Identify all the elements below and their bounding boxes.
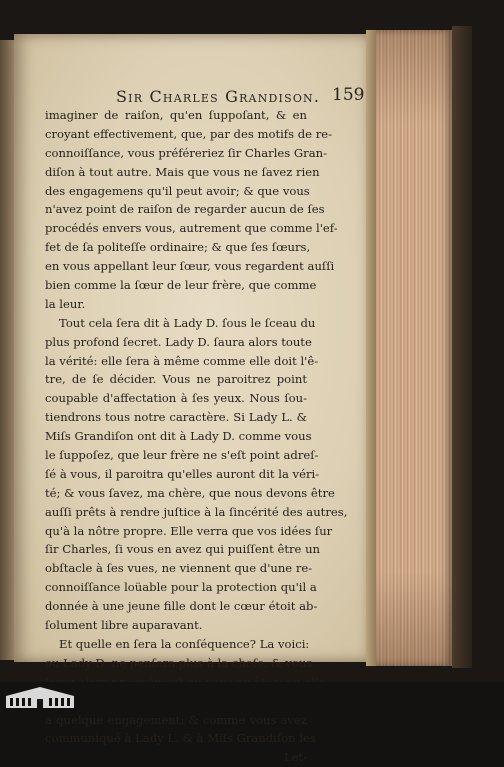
text-line: communiqué à Lady L. & à Miſs Grandiſon les (45, 731, 316, 746)
text-line: des engagemens qu'il peut avoir; & que vous (45, 183, 310, 198)
text-line: qu'à la nôtre propre. Elle verra que vos idées ſur (45, 523, 333, 538)
text-line: ſé à vous, il paroitra qu'elles auront dit la véri- (45, 466, 320, 481)
running-head: Sir Charles Grandison. (116, 87, 321, 106)
text-line: la vérité: elle ſera à même comme elle doit l'ê- (45, 353, 319, 368)
page-number: 159 (332, 85, 365, 105)
text-line: diſon à tout autre. Mais que vous ne ſavez rien (45, 164, 320, 179)
text-line: connoiſſance, vous préféreriez ſir Charles Gran- (45, 145, 328, 160)
text-line: donnée à une jeune fille dont le cœur étoit ab- (45, 599, 318, 614)
text-line: fet de ſa politeſſe ordinaire; & que ſes ſœurs, (45, 240, 311, 255)
text-line: n'avez point de raiſon de regarder aucun de ſes (45, 202, 325, 217)
text-line: tre, de ſe décider. Vous ne paroitrez point (45, 372, 307, 387)
text-line: plus profond ſecret. Lady D. ſaura alors toute (45, 334, 312, 349)
text-line: ſir Charles, ſi vous en avez qui puiſſent être un (45, 542, 321, 557)
page-block-shading (376, 30, 454, 666)
text-line: la leur. (45, 296, 86, 311)
text-line: té; & vous ſavez, ma chère, que nous devons être (45, 485, 335, 500)
text-line: ſolument libre auparavant. (45, 618, 203, 633)
text-line: obſtacle à ſes vues, ne viennent que d'une re- (45, 561, 313, 576)
text-line: connoiſſance loüable pour la protection qu'il a (45, 580, 317, 595)
text-line: croyant effectivement, que, par des motifs de re- (45, 126, 333, 141)
book-cover-edge (452, 26, 472, 668)
text-line: ou Lady D. ne penſera plus à la choſe, & vous (45, 655, 313, 670)
text-line: Let- (283, 750, 307, 765)
text-line: procédés envers vous, autrement que comme l'ef- (45, 221, 338, 236)
text-line: bien comme la ſœur de leur frère, que comme (45, 278, 317, 293)
text-line: Et quelle en ſera la conſéquence? La voici: (59, 636, 310, 651)
text-line: tiendrons tous notre caractère. Si Lady L. & (45, 410, 307, 425)
body-text (45, 106, 348, 767)
text-line: le ſuppoſez, que leur frère ne s'eſt point adreſ- (45, 448, 319, 463)
text-line: auſſi prêts à rendre juſtice à la ſincérité des autres, (45, 504, 348, 519)
text-line: coupable d'affectation à ſes yeux. Nous ſou- (45, 391, 307, 406)
library-building-logo-icon (4, 684, 76, 710)
text-line: imaginer de raiſon, qu'en ſuppoſant, & en (45, 108, 307, 122)
text-line: a quelque engagement: & comme vous avez (45, 712, 307, 727)
text-line: Tout cela ſera dit à Lady D. ſous le ſceau du (59, 315, 316, 330)
text-line: Miſs Grandiſon ont dit à Lady D. comme vous (45, 429, 312, 444)
text-line: en vous appellant leur ſœur, vous regardent auſſi (45, 259, 335, 274)
